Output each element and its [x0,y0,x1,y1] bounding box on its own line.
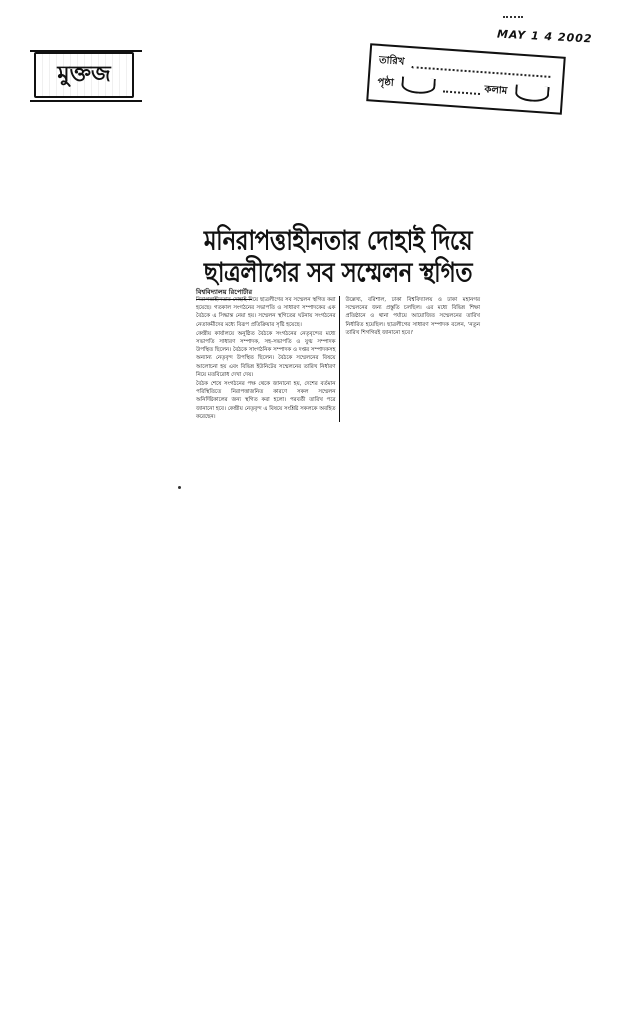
article-paragraph: বৈঠক শেষে সংগঠনের পক্ষ থেকে জানানো হয়, দেশের বর্তমান পরিস্থিতিতে নিরাপত্তাজনিত কারণে সকল সম্মেলন অনির্দিষ্টকালের জন্য স্থগিত করা হলো। পরবর্তী তারিখ পরে জানানো হবে। কেন্দ্রীয় নেতৃবৃন্দ এ বিষয়ে সংশ্লিষ্ট সকলকে অবহিত করেছেন। [196,381,336,420]
newspaper-logo-text: মুক্তজ [57,60,111,87]
article-paragraph: কেন্দ্রীয় কার্যালয়ে অনুষ্ঠিত বৈঠকে সংগঠনের নেতৃবৃন্দের মধ্যে সভাপতি সাধারণ সম্পাদক, সহ-সভাপতি ও যুগ্ম সম্পাদক উপস্থিত ছিলেন। বৈঠকে সাংগঠনিক সম্পাদক ও দপ্তর সম্পাদকসহ অন্যান্য নেতৃবৃন্দ উপস্থিত ছিলেন। বৈঠকে সম্মেলনের বিষয়ে আলোচনা হয় এবং বিভিন্ন ইউনিটের সম্মেলনের তারিখ নির্ধারণ নিয়ে মতবিরোধ দেখা দেয়। [196,330,336,378]
article-paragraph: উল্লেখ্য, বরিশাল, ঢাকা বিশ্ববিদ্যালয় ও ঢাকা মহানগর সম্মেলনের জন্য প্রস্তুতি চলছিল। এর মধ্যে বিভিন্ন শিক্ষা প্রতিষ্ঠানে ও থানা পর্যায়ে আয়োজিত সম্মেলনের তারিখ নির্ধারিত হয়েছিল। ছাত্রলীগের সাধারণ সম্পাদক বলেন, 'নতুন তারিখ শিগগিরই জানানো হবে।' [345,297,480,336]
article-byline: বিশ্ববিদ্যালয় রিপোর্টার [196,287,252,300]
stamp-page-label: পৃষ্ঠা [377,76,395,89]
scan-speck [178,486,181,489]
date-stamp: MAY 1 4 2002 [496,27,593,46]
article-column-left [196,296,340,422]
newspaper-logo [34,52,134,98]
news-article [196,226,480,420]
handwritten-mark-icon [515,84,550,102]
article-headline [196,226,480,290]
article-paragraph: নিরাপত্তাহীনতার দোহাই দিয়ে ছাত্রলীগের সব সম্মেলন স্থগিত করা হয়েছে। গতকাল সংগঠনের সভাপতি ও সাধারণ সম্পাদকের এক বৈঠকে এ সিদ্ধান্ত নেয়া হয়। সম্মেলন স্থগিতের ঘটনায় সংগঠনের নেতাকর্মীদের মধ্যে বিরূপ প্রতিক্রিয়ার সৃষ্টি হয়েছে। [196,297,336,328]
date-stamp-marks [503,16,523,20]
article-column-right [345,296,480,422]
headline-line-2: ছাত্রলীগের সব সম্মেলন স্থগিত [203,257,473,289]
handwritten-mark-icon [401,77,436,95]
clipping-stamp [366,43,566,115]
stamp-date-label: তারিখ [378,54,405,68]
article-columns [196,296,480,422]
stamp-column-label: কলাম [484,83,508,97]
stamp-page-line [443,82,480,95]
headline-line-1: মনিরাপত্তাহীনতার দোহাই দিয়ে [203,226,473,257]
